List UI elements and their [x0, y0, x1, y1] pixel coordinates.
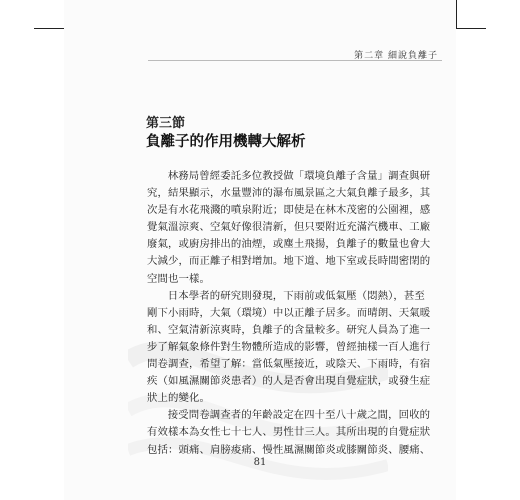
- page-number: 81: [253, 457, 267, 468]
- crop-mark-top-right-v: [456, 0, 457, 28]
- text-line: 疾（如風濕關節炎患者）的人是否會出現自覺症狀，或發生症: [147, 375, 431, 388]
- crop-mark-top-right-h: [456, 28, 486, 29]
- text-line: 步了解氣象條件對生物體所造成的影響，曾經抽樣一百人進行: [147, 340, 431, 353]
- text-line: 覺氣溫涼爽、空氣好像很清新，但只要附近充滿汽機車、工廠: [147, 221, 431, 234]
- text-line: 包括：頭痛、肩膀痠痛、慢性風濕關節炎或膝關節炎、腰痛、: [147, 443, 431, 456]
- body-text: [147, 168, 431, 459]
- text-line: 大減少，而正離子相對增加。地下道、地下室或長時間密閉的: [147, 255, 431, 268]
- text-line: 和、空氣清新涼爽時，負離子的含量較多。研究人員為了進一: [147, 323, 431, 336]
- header-rule: [148, 60, 442, 61]
- text-line: 問卷調查，希望了解：當低氣壓接近，或陰天、下雨時，有宿: [147, 358, 431, 371]
- section-title: 負離子的作用機轉大解析: [146, 134, 306, 150]
- text-line: 日本學者的研究則發現，下雨前或低氣壓（悶熱），甚至: [167, 289, 425, 302]
- paragraph: [147, 288, 431, 408]
- text-line: 廢氣，或廚房排出的油煙，或塵土飛揚，負離子的數量也會大: [147, 238, 431, 251]
- text-line: 狀上的變化。: [147, 392, 210, 405]
- paragraph: [147, 407, 431, 458]
- paragraph: [147, 168, 431, 288]
- text-line: 空間也一樣。: [147, 272, 210, 285]
- text-line: 究，結果顯示，水量豐沛的瀑布風景區之大氣負離子最多，其: [147, 187, 431, 200]
- crop-mark-top-left-h: [34, 28, 64, 29]
- section-label: 第三節: [146, 116, 186, 131]
- text-line: 有效樣本為女性七十七人、男性廿三人。其所出現的自覺症狀: [147, 426, 431, 439]
- text-line: 剛下小雨時，大氣（環境）中以正離子居多。而晴朗、天氣暖: [147, 306, 431, 319]
- text-line: 接受問卷調查者的年齡設定在四十至八十歲之間，回收的: [167, 409, 431, 422]
- text-line: 林務局曾經委託多位教授做「環境負離子含量」調查與研: [167, 170, 431, 182]
- running-head: 第二章 細說負離子: [354, 51, 438, 61]
- text-line: 次是有水花飛濺的噴泉附近；即使是在林木茂密的公園裡，感: [147, 204, 431, 217]
